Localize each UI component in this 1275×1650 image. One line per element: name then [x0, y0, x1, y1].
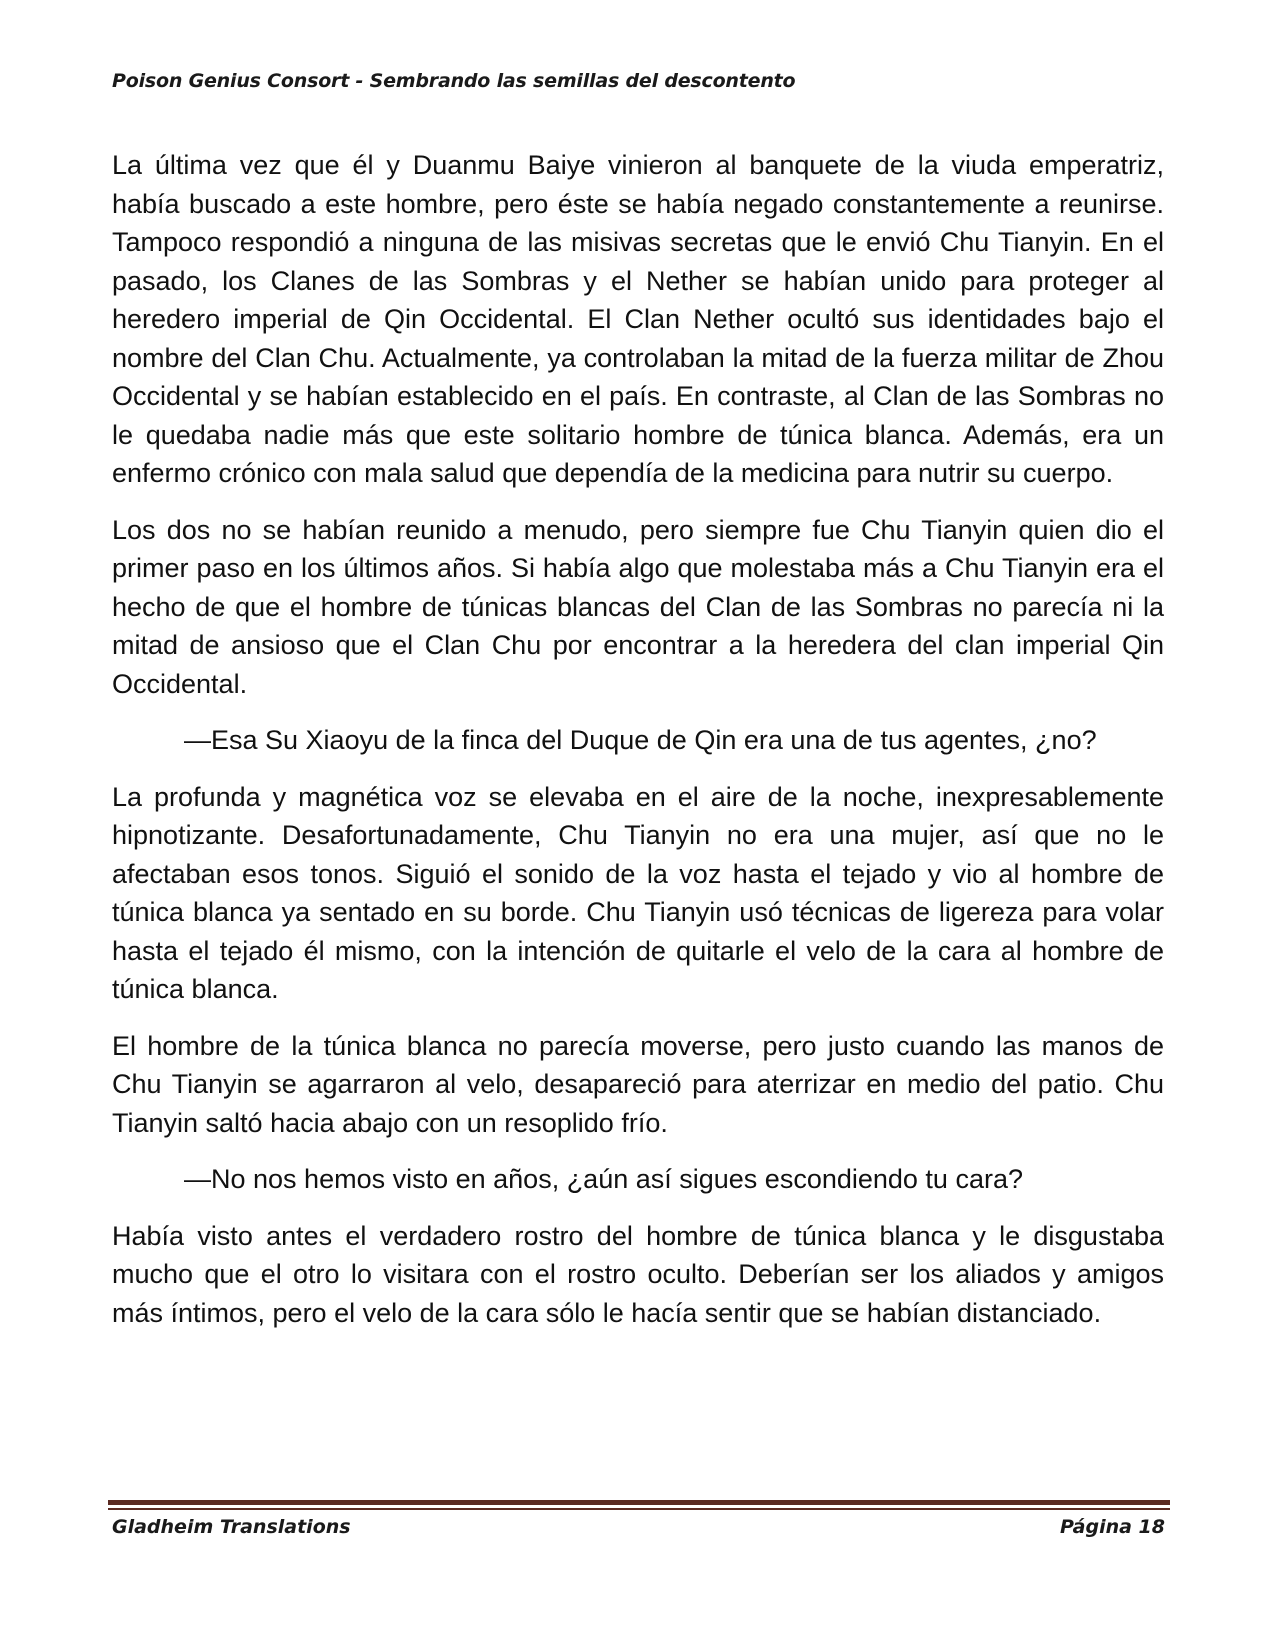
- footer-divider-thick: [108, 1500, 1170, 1505]
- dialogue-2: —No nos hemos visto en años, ¿aún así sigues escondiendo tu cara?: [184, 1164, 1023, 1194]
- paragraph-5: Había visto antes el verdadero rostro del hombre de túnica blanca y le disgustaba mucho que el otro lo visitara con el rostro oculto. Deberían ser los aliados y amigos más íntimos, pero el velo de la cara sólo le hacía sentir que se habían distanciado.: [112, 1220, 1164, 1328]
- dialogue-1: —Esa Su Xiaoyu de la finca del Duque de Qin era una de tus agentes, ¿no?: [184, 725, 1097, 755]
- paragraph-4: El hombre de la túnica blanca no parecía moverse, pero justo cuando las manos de Chu Tianyin se agarraron al velo, desapareció para aterrizar en medio del patio. Chu Tianyin saltó hacia abajo con un resoplido frío.: [112, 1030, 1164, 1138]
- footer-divider-thin: [108, 1508, 1170, 1510]
- paragraph-3: La profunda y magnética voz se elevaba en el aire de la noche, inexpresablemente hipnotizante. Desafortunadamente, Chu Tianyin no era una mujer, así que no le afectaban esos tonos. Siguió el sonido de la voz hasta el tejado y vio al hombre de túnica blanca ya sentado en su borde. Chu Tianyin usó técnicas de ligereza para volar hasta el tejado él mismo, con la intención de quitarle el velo de la cara al hombre de túnica blanca.: [112, 781, 1164, 1004]
- paragraph-2: Los dos no se habían reunido a menudo, pero siempre fue Chu Tianyin quien dio el primer paso en los últimos años. Si había algo que molestaba más a Chu Tianyin era el hecho de que el hombre de túnicas blancas del Clan de las Sombras no parecía ni la mitad de ansioso que el Clan Chu por encontrar a la heredera del clan imperial Qin Occidental.: [112, 514, 1164, 699]
- running-header: Poison Genius Consort - Sembrando las semillas del descontento: [112, 70, 796, 92]
- body-text: [112, 146, 1164, 1350]
- paragraph-1: La última vez que él y Duanmu Baiye vinieron al banquete de la viuda emperatriz, había buscado a este hombre, pero éste se había negado constantemente a reunirse. Tampoco respondió a ninguna de las misivas secretas que le envió Chu Tianyin. En el pasado, los Clanes de las Sombras y el Nether se habían unido para proteger al heredero imperial de Qin Occidental. El Clan Nether ocultó sus identidades bajo el nombre del Clan Chu. Actualmente, ya controlaban la mitad de la fuerza militar de Zhou Occidental y se habían establecido en el país. En contraste, al Clan de las Sombras no le quedaba nadie más que este solitario hombre de túnica blanca. Además, era un enfermo crónico con mala salud que dependía de la medicina para nutrir su cuerpo.: [112, 150, 1164, 488]
- page-number: Página 18: [1059, 1516, 1165, 1538]
- footer-publisher: Gladheim Translations: [112, 1516, 351, 1538]
